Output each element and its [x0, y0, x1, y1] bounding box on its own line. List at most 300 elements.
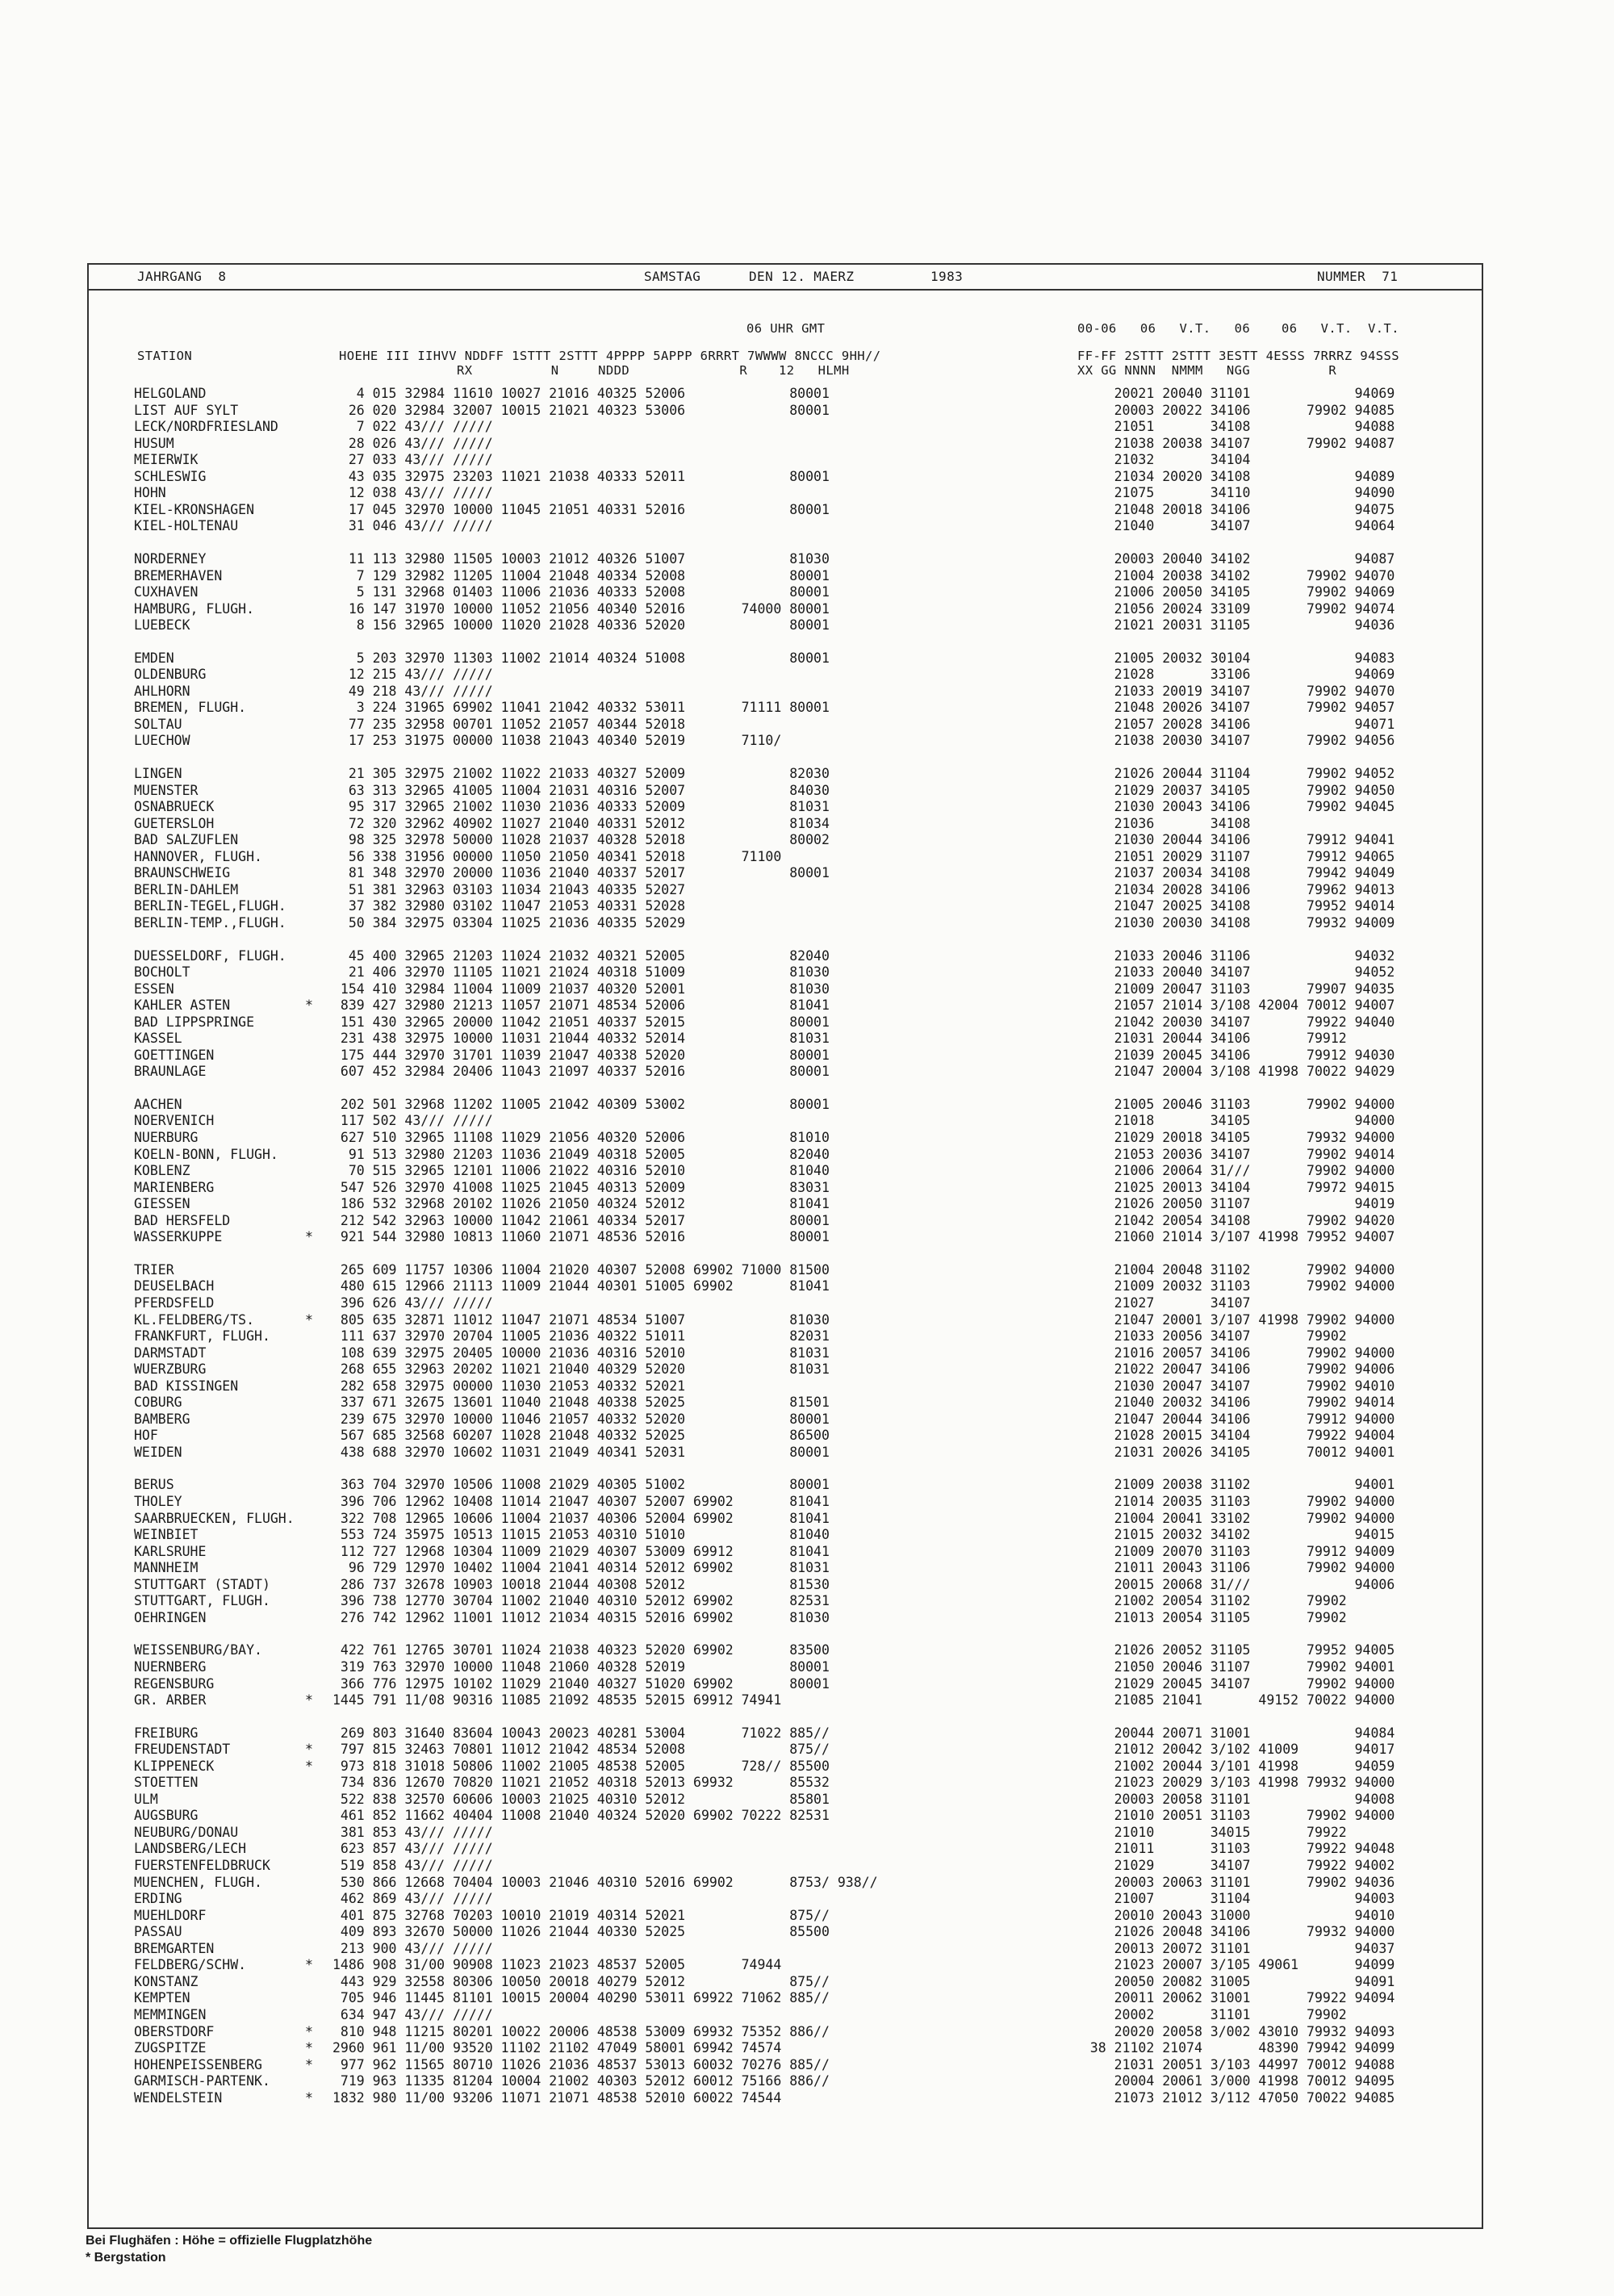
mountain-station-marker: * [305, 2056, 313, 2072]
extra-values: 21010 20051 31103 79902 94000 [1066, 1808, 1395, 1824]
station-name: KEMPTEN [134, 1990, 190, 2006]
extra-values: 21033 20056 34107 79902 [1066, 1328, 1347, 1345]
extra-values: 21060 21014 3/107 41998 79952 94007 [1066, 1229, 1395, 1245]
synop-values: 12 038 43/// ///// [332, 485, 493, 501]
extra-values: 21011 31103 79922 94048 [1066, 1841, 1395, 1857]
station-name: BAMBERG [134, 1411, 190, 1427]
synop-values: 112 727 12968 10304 11009 21029 40307 53009 69912 81041 [332, 1543, 830, 1559]
synop-values: 11 113 32980 11505 10003 21012 40326 51007 81030 [332, 550, 830, 567]
station-name: GUETERSLOH [134, 815, 215, 831]
extra-values: 21004 20041 33102 79902 94000 [1066, 1510, 1395, 1526]
extra-values: 21006 20064 31/// 79902 94000 [1066, 1163, 1395, 1179]
extra-values: 21015 20032 34102 94015 [1066, 1527, 1395, 1543]
station-name: NORDERNEY [134, 550, 207, 567]
synop-values: 443 929 32558 80306 10050 20018 40279 52012 875// [332, 1973, 830, 1989]
station-name: BERLIN-TEGEL,FLUGH. [134, 898, 286, 914]
station-name: KOBLENZ [134, 1163, 190, 1179]
synop-values: 21 305 32975 21002 11022 21033 40327 52009 82030 [332, 766, 830, 781]
synop-values: 396 626 43/// ///// [332, 1294, 493, 1311]
synop-values: 95 317 32965 21002 11030 21036 40333 52009 81031 [332, 799, 830, 815]
synop-values: 21 406 32970 11105 11021 21024 40318 51009 81030 [332, 964, 830, 981]
station-name: BERLIN-DAHLEM [134, 881, 239, 897]
station-name: PASSAU [134, 1924, 182, 1940]
synop-values: 51 381 32963 03103 11034 21043 40335 52027 [332, 881, 686, 897]
synop-values: 17 253 31975 00000 11038 21043 40340 52019 7110/ [332, 733, 782, 749]
station-name: BAD KISSINGEN [134, 1378, 239, 1394]
extra-values: 21050 20046 31107 79902 94001 [1066, 1658, 1395, 1675]
extra-values: 21057 20028 34106 94071 [1066, 716, 1395, 732]
extra-values: 21028 20015 34104 79922 94004 [1066, 1428, 1395, 1444]
synop-values: 12 215 43/// ///// [332, 667, 493, 683]
synop-values: 810 948 11215 80201 10022 20006 48538 53009 69932 75352 886// [332, 2023, 830, 2039]
station-column-header: STATION [137, 349, 193, 363]
extra-values: 20002 31101 79902 [1066, 2006, 1347, 2022]
synop-column-subheader: RX N NDDD R 12 HLMH [339, 363, 850, 378]
extra-values: 21029 20045 34107 79902 94000 [1066, 1675, 1395, 1692]
extra-values: 21026 20044 31104 79902 94052 [1066, 766, 1395, 781]
extra-values: 21026 20052 31105 79952 94005 [1066, 1642, 1395, 1658]
extra-values: 21042 20054 34108 79902 94020 [1066, 1212, 1395, 1228]
extra-values: 21025 20013 34104 79972 94015 [1066, 1179, 1395, 1195]
station-name: EMDEN [134, 650, 174, 666]
extra-values: 20050 20082 31005 94091 [1066, 1973, 1395, 1989]
station-name: WEIDEN [134, 1444, 182, 1460]
extra-values: 20021 20040 31101 94069 [1066, 386, 1395, 401]
extra-values: 21030 20044 34106 79912 94041 [1066, 832, 1395, 848]
weekday-label: SAMSTAG [644, 269, 701, 284]
synop-values: 43 035 32975 23203 11021 21038 40333 52011 80001 [332, 468, 830, 484]
extra-values: 21031 20051 3/103 44997 70012 94088 [1066, 2056, 1395, 2072]
station-name: STUTTGART (STADT) [134, 1576, 270, 1592]
extra-values: 21009 20047 31103 79907 94035 [1066, 981, 1395, 997]
station-name: REGENSBURG [134, 1675, 215, 1692]
synop-values: 1486 908 31/00 90908 11023 21023 48537 52005 74944 [332, 1957, 782, 1973]
synop-values: 154 410 32984 11004 11009 21037 40320 52001 81030 [332, 981, 830, 997]
synop-values: 212 542 32963 10000 11042 21061 40334 52017 80001 [332, 1212, 830, 1228]
synop-values: 1445 791 11/08 90316 11085 21092 48535 52015 69912 74941 [332, 1692, 782, 1708]
station-name: FUERSTENFELDBRUCK [134, 1858, 270, 1873]
station-name: LECK/NORDFRIESLAND [134, 419, 278, 435]
extra-values: 21038 20038 34107 79902 94087 [1066, 435, 1395, 451]
station-name: MANNHEIM [134, 1560, 199, 1576]
extra-values: 21033 20046 31106 94032 [1066, 947, 1395, 964]
synop-values: 627 510 32965 11108 11029 21056 40320 52006 81010 [332, 1130, 830, 1145]
synop-values: 56 338 31956 00000 11050 21050 40341 52018 71100 [332, 848, 782, 864]
station-name: LUEBECK [134, 617, 190, 634]
mountain-station-marker: * [305, 2040, 313, 2056]
extra-values: 38 21102 21074 48390 79942 94099 [1066, 2040, 1395, 2056]
station-name: BOCHOLT [134, 964, 190, 981]
synop-values: 16 147 31970 10000 11052 21056 40340 52016 74000 80001 [332, 600, 830, 617]
station-name: HUSUM [134, 435, 174, 451]
synop-values: 319 763 32970 10000 11048 21060 40328 52019 80001 [332, 1658, 830, 1675]
station-name: AACHEN [134, 1096, 182, 1112]
synop-values: 50 384 32975 03304 11025 21036 40335 52029 [332, 914, 686, 931]
mountain-station-marker: * [305, 1742, 313, 1758]
station-name: DUESSELDORF, FLUGH. [134, 947, 286, 964]
extra-values: 21002 20054 31102 79902 [1066, 1593, 1347, 1609]
station-name: MEIERWIK [134, 452, 199, 468]
extra-values: 21007 31104 94003 [1066, 1891, 1395, 1907]
station-name: LIST AUF SYLT [134, 402, 239, 418]
station-name: BERLIN-TEMP.,FLUGH. [134, 914, 286, 931]
station-name: KL.FELDBERG/TS. [134, 1311, 255, 1328]
synop-values: 547 526 32970 41008 11025 21045 40313 52009 83031 [332, 1179, 830, 1195]
synop-values: 37 382 32980 03102 11047 21053 40331 52028 [332, 898, 686, 914]
synop-values: 797 815 32463 70801 11012 21042 48534 52008 875// [332, 1742, 830, 1758]
station-name: HOHENPEISSENBERG [134, 2056, 262, 2072]
mountain-station-marker: * [305, 1229, 313, 1245]
observation-time-label: 06 UHR GMT [746, 321, 826, 336]
synop-values: 7 129 32982 11205 11004 21048 40334 52008 80001 [332, 567, 830, 583]
extra-values: 21029 20018 34105 79932 94000 [1066, 1130, 1395, 1145]
station-name: WEINBIET [134, 1527, 199, 1543]
synop-values: 461 852 11662 40404 11008 21040 40324 52020 69902 70222 82531 [332, 1808, 830, 1824]
station-name: KIEL-KRONSHAGEN [134, 501, 255, 517]
synop-values: 719 963 11335 81204 10004 21002 40303 52012 60012 75166 886// [332, 2073, 830, 2089]
station-name: FELDBERG/SCHW. [134, 1957, 247, 1973]
synop-values: 2960 961 11/00 93520 11102 21102 47049 58001 69942 74574 [332, 2040, 782, 2056]
synop-values: 31 046 43/// ///// [332, 518, 493, 534]
extra-values: 21033 20040 34107 94052 [1066, 964, 1395, 981]
header-bar [89, 265, 1482, 291]
extra-values: 21031 20044 34106 79912 [1066, 1031, 1347, 1047]
synop-column-header: HOEHE III IIHVV NDDFF 1STTT 2STTT 4PPPP 5APPP 6RRRT 7WWWW 8NCCC 9HH// [339, 349, 881, 363]
extra-values: 21030 20043 34106 79902 94045 [1066, 799, 1395, 815]
extra-values: 21031 20026 34105 70012 94001 [1066, 1444, 1395, 1460]
synop-values: 26 020 32984 32007 10015 21021 40323 53006 80001 [332, 402, 830, 418]
station-name: SAARBRUECKEN, FLUGH. [134, 1510, 295, 1526]
extra-values: 21040 20032 34106 79902 94014 [1066, 1395, 1395, 1411]
station-name: LINGEN [134, 766, 182, 781]
extra-values: 21037 20034 34108 79942 94049 [1066, 865, 1395, 881]
year-label: 1983 [930, 269, 964, 284]
synop-values: 5 131 32968 01403 11006 21036 40333 52008 80001 [332, 584, 830, 600]
synop-values: 202 501 32968 11202 11005 21042 40309 53002 80001 [332, 1096, 830, 1112]
synop-values: 3 224 31965 69902 11041 21042 40332 53011 71111 80001 [332, 700, 830, 716]
synop-values: 973 818 31018 50806 11002 21005 48538 52005 728// 85500 [332, 1758, 830, 1774]
station-name: DEUSELBACH [134, 1278, 215, 1294]
station-name: ZUGSPITZE [134, 2040, 207, 2056]
extra-values: 20013 20072 31101 94037 [1066, 1940, 1395, 1956]
synop-values: 28 026 43/// ///// [332, 435, 493, 451]
extra-values: 21014 20035 31103 79902 94000 [1066, 1494, 1395, 1509]
extra-values: 21047 20025 34108 79952 94014 [1066, 898, 1395, 914]
extra-values: 21004 20048 31102 79902 94000 [1066, 1261, 1395, 1278]
synop-values: 401 875 32768 70203 10010 21019 40314 52021 875// [332, 1907, 830, 1923]
synop-values: 282 658 32975 00000 11030 21053 40332 52021 [332, 1378, 686, 1394]
station-name: AHLHORN [134, 683, 190, 699]
extra-values: 21009 20032 31103 79902 94000 [1066, 1278, 1395, 1294]
synop-values: 705 946 11445 81101 10015 20004 40290 53011 69922 71062 885// [332, 1990, 830, 2006]
extra-column-subheader: XX GG NNNN NMMM NGG R [1077, 363, 1337, 378]
extra-values: 21026 20050 31107 94019 [1066, 1196, 1395, 1212]
station-name: THOLEY [134, 1494, 182, 1509]
extra-values: 21022 20047 34106 79902 94006 [1066, 1361, 1395, 1378]
synop-values: 480 615 12966 21113 11009 21044 40301 51005 69902 81041 [332, 1278, 830, 1294]
station-name: KLIPPENECK [134, 1758, 215, 1774]
station-name: COBURG [134, 1395, 182, 1411]
synop-values: 117 502 43/// ///// [332, 1113, 493, 1129]
extra-values: 21023 20029 3/103 41998 79932 94000 [1066, 1775, 1395, 1791]
extra-values: 20015 20068 31/// 94006 [1066, 1576, 1395, 1592]
extra-values: 21027 34107 [1066, 1294, 1251, 1311]
synop-values: 409 893 32670 50000 11026 21044 40330 52025 85500 [332, 1924, 830, 1940]
station-name: TRIER [134, 1261, 174, 1278]
extra-values: 21030 20047 34107 79902 94010 [1066, 1378, 1395, 1394]
report-sheet [87, 263, 1483, 2229]
station-name: OEHRINGEN [134, 1609, 207, 1625]
station-name: BAD LIPPSPRINGE [134, 1014, 255, 1030]
date-label: DEN 12. MAERZ [749, 269, 855, 284]
synop-values: 623 857 43/// ///// [332, 1841, 493, 1857]
extra-values: 21005 20046 31103 79902 94000 [1066, 1096, 1395, 1112]
station-name: GR. ARBER [134, 1692, 207, 1708]
station-name: MEMMINGEN [134, 2006, 207, 2022]
synop-values: 734 836 12670 70820 11021 21052 40318 52013 69932 85532 [332, 1775, 830, 1791]
station-name: KONSTANZ [134, 1973, 199, 1989]
synop-values: 553 724 35975 10513 11015 21053 40310 51010 81040 [332, 1527, 830, 1543]
station-name: LANDSBERG/LECH [134, 1841, 247, 1857]
extra-values: 21026 20048 34106 79932 94000 [1066, 1924, 1395, 1940]
synop-values: 91 513 32980 21203 11036 21049 40318 52005 82040 [332, 1146, 830, 1162]
extra-values: 21021 20031 31105 94036 [1066, 617, 1395, 634]
synop-values: 269 803 31640 83604 10043 20023 40281 53004 71022 885// [332, 1725, 830, 1741]
synop-values: 265 609 11757 10306 11004 21020 40307 52008 69902 71000 81500 [332, 1261, 830, 1278]
synop-values: 96 729 12970 10402 11004 21041 40314 52012 69902 81031 [332, 1560, 830, 1576]
extra-values: 21005 20032 30104 94083 [1066, 650, 1395, 666]
station-name: HOHN [134, 485, 166, 501]
station-name: BREMGARTEN [134, 1940, 215, 1956]
right-column-period-header: 00-06 06 V.T. 06 06 V.T. V.T. [1077, 321, 1400, 336]
extra-values: 21034 20020 34108 94089 [1066, 468, 1395, 484]
extra-values: 21073 21012 3/112 47050 70022 94085 [1066, 2089, 1395, 2106]
synop-values: 363 704 32970 10506 11008 21029 40305 51002 80001 [332, 1477, 830, 1493]
extra-values: 21004 20038 34102 79902 94070 [1066, 567, 1395, 583]
station-name: OSNABRUECK [134, 799, 215, 815]
extra-values: 20003 20022 34106 79902 94085 [1066, 402, 1395, 418]
station-name: WENDELSTEIN [134, 2089, 223, 2106]
station-name: HOF [134, 1428, 158, 1444]
station-name: NEUBURG/DONAU [134, 1824, 239, 1840]
synop-values: 396 738 12770 30704 11002 21040 40310 52012 69902 82531 [332, 1593, 830, 1609]
synop-values: 337 671 32675 13601 11040 21048 40338 52025 81501 [332, 1395, 830, 1411]
extra-values: 20010 20043 31000 94010 [1066, 1907, 1395, 1923]
station-name: MARIENBERG [134, 1179, 215, 1195]
station-name: FREIBURG [134, 1725, 199, 1741]
extra-values: 20003 20058 31101 94008 [1066, 1791, 1395, 1807]
station-name: STUTTGART, FLUGH. [134, 1593, 270, 1609]
synop-values: 186 532 32968 20102 11026 21050 40324 52012 81041 [332, 1196, 830, 1212]
mountain-station-marker: * [305, 2089, 313, 2106]
station-name: BRAUNLAGE [134, 1064, 207, 1080]
extra-values: 21085 21041 49152 70022 94000 [1066, 1692, 1395, 1708]
extra-values: 21051 34108 94088 [1066, 419, 1395, 435]
station-name: KARLSRUHE [134, 1543, 207, 1559]
station-name: NUERBURG [134, 1130, 199, 1145]
station-name: LUECHOW [134, 733, 190, 749]
extra-values: 21009 20070 31103 79912 94009 [1066, 1543, 1395, 1559]
mountain-station-marker: * [305, 1311, 313, 1328]
extra-values: 21042 20030 34107 79922 94040 [1066, 1014, 1395, 1030]
extra-values: 21030 20030 34108 79932 94009 [1066, 914, 1395, 931]
synop-values: 17 045 32970 10000 11045 21051 40331 52016 80001 [332, 501, 830, 517]
synop-values: 381 853 43/// ///// [332, 1824, 493, 1840]
station-name: MUEHLDORF [134, 1907, 207, 1923]
extra-values: 21047 20044 34106 79912 94000 [1066, 1411, 1395, 1427]
station-name: HELGOLAND [134, 386, 207, 401]
synop-values: 8 156 32965 10000 11020 21028 40336 52020 80001 [332, 617, 830, 634]
extra-values: 21029 34107 79922 94002 [1066, 1858, 1395, 1873]
extra-values: 21018 34105 94000 [1066, 1113, 1395, 1129]
station-name: HAMBURG, FLUGH. [134, 600, 255, 617]
extra-values: 20011 20062 31001 79922 94094 [1066, 1990, 1395, 2006]
extra-values: 21012 20042 3/102 41009 94017 [1066, 1742, 1395, 1758]
station-name: GARMISCH-PARTENK. [134, 2073, 270, 2089]
synop-values: 239 675 32970 10000 11046 21057 40332 52020 80001 [332, 1411, 830, 1427]
station-name: STOETTEN [134, 1775, 199, 1791]
extra-values: 21048 20026 34107 79902 94057 [1066, 700, 1395, 716]
synop-values: 522 838 32570 60606 10003 21025 40310 52012 85801 [332, 1791, 830, 1807]
station-name: FRANKFURT, FLUGH. [134, 1328, 270, 1345]
station-name: ULM [134, 1791, 158, 1807]
station-name: MUENSTER [134, 782, 199, 798]
synop-values: 567 685 32568 60207 11028 21048 40332 52025 86500 [332, 1428, 830, 1444]
extra-values: 21002 20044 3/101 41998 94059 [1066, 1758, 1395, 1774]
station-name: GIESSEN [134, 1196, 190, 1212]
extra-values: 21029 20037 34105 79902 94050 [1066, 782, 1395, 798]
mountain-station-marker: * [305, 1957, 313, 1973]
extra-values: 21016 20057 34106 79902 94000 [1066, 1345, 1395, 1361]
synop-values: 63 313 32965 41005 11004 21031 40316 52007 84030 [332, 782, 830, 798]
station-name: ERDING [134, 1891, 182, 1907]
extra-values: 21048 20018 34106 94075 [1066, 501, 1395, 517]
mountain-station-marker: * [305, 1758, 313, 1774]
station-name: BREMEN, FLUGH. [134, 700, 247, 716]
extra-values: 21051 20029 31107 79912 94065 [1066, 848, 1395, 864]
extra-values: 21010 34015 79922 [1066, 1824, 1347, 1840]
synop-values: 276 742 12962 11001 11012 21034 40315 52016 69902 81030 [332, 1609, 830, 1625]
extra-values: 21047 20004 3/108 41998 70022 94029 [1066, 1064, 1395, 1080]
extra-values: 21036 34108 [1066, 815, 1251, 831]
extra-values: 21057 21014 3/108 42004 70012 94007 [1066, 997, 1395, 1014]
synop-values: 530 866 12668 70404 10003 21046 40310 52016 69902 8753/ 938// [332, 1874, 878, 1890]
synop-values: 151 430 32965 20000 11042 21051 40337 52015 80001 [332, 1014, 830, 1030]
synop-values: 1832 980 11/00 93206 11071 21071 48538 52010 60022 74544 [332, 2089, 782, 2106]
synop-values: 70 515 32965 12101 11006 21022 40316 52010 81040 [332, 1163, 830, 1179]
synop-values: 839 427 32980 21213 11057 21071 48534 52006 81041 [332, 997, 830, 1014]
synop-values: 438 688 32970 10602 11031 21049 40341 52031 80001 [332, 1444, 830, 1460]
synop-values: 977 962 11565 80710 11026 21036 48537 53013 60032 70276 885// [332, 2056, 830, 2072]
station-name: FREUDENSTADT [134, 1742, 231, 1758]
synop-values: 4 015 32984 11610 10027 21016 40325 52006 80001 [332, 386, 830, 401]
station-name: BAD HERSFELD [134, 1212, 231, 1228]
extra-values: 20044 20071 31001 94084 [1066, 1725, 1395, 1741]
extra-values: 20020 20058 3/002 43010 79932 94093 [1066, 2023, 1395, 2039]
extra-values: 21011 20043 31106 79902 94000 [1066, 1560, 1395, 1576]
extra-values: 21009 20038 31102 94001 [1066, 1477, 1395, 1493]
station-name: AUGSBURG [134, 1808, 199, 1824]
synop-values: 396 706 12962 10408 11014 21047 40307 52007 69902 81041 [332, 1494, 830, 1509]
issue-number-label: NUMMER 71 [1317, 269, 1399, 284]
synop-values: 286 737 32678 10903 10018 21044 40308 52012 81530 [332, 1576, 830, 1592]
station-name: KAHLER ASTEN [134, 997, 231, 1014]
extra-values: 21047 20001 3/107 41998 79902 94000 [1066, 1311, 1395, 1328]
synop-values: 322 708 12965 10606 11004 21037 40306 52004 69902 81041 [332, 1510, 830, 1526]
station-name: BREMERHAVEN [134, 567, 223, 583]
synop-values: 111 637 32970 20704 11005 21036 40322 51011 82031 [332, 1328, 830, 1345]
extra-values: 21053 20036 34107 79902 94014 [1066, 1146, 1395, 1162]
synop-values: 422 761 12765 30701 11024 21038 40323 52020 69902 83500 [332, 1642, 830, 1658]
station-name: KASSEL [134, 1031, 182, 1047]
extra-values: 21028 33106 94069 [1066, 667, 1395, 683]
synop-values: 519 858 43/// ///// [332, 1858, 493, 1873]
station-name: ESSEN [134, 981, 174, 997]
synop-values: 805 635 32871 11012 11047 21071 48534 51007 81030 [332, 1311, 830, 1328]
station-name: GOETTINGEN [134, 1047, 215, 1063]
station-name: NUERNBERG [134, 1658, 207, 1675]
synop-values: 49 218 43/// ///// [332, 683, 493, 699]
synop-values: 921 544 32980 10813 11060 21071 48536 52016 80001 [332, 1229, 830, 1245]
extra-values: 21075 34110 94090 [1066, 485, 1395, 501]
extra-values: 21034 20028 34106 79962 94013 [1066, 881, 1395, 897]
station-name: MUENCHEN, FLUGH. [134, 1874, 262, 1890]
station-name: KOELN-BONN, FLUGH. [134, 1146, 278, 1162]
synop-values: 45 400 32965 21203 11024 21032 40321 52005 82040 [332, 947, 830, 964]
synop-values: 231 438 32975 10000 11031 21044 40332 52014 81031 [332, 1031, 830, 1047]
extra-values: 21006 20050 34105 79902 94069 [1066, 584, 1395, 600]
extra-values: 20004 20061 3/000 41998 70012 94095 [1066, 2073, 1395, 2089]
extra-values: 21023 20007 3/105 49061 94099 [1066, 1957, 1395, 1973]
station-name: WEISSENBURG/BAY. [134, 1642, 262, 1658]
synop-values: 213 900 43/// ///// [332, 1940, 493, 1956]
footnote-airports: Bei Flughäfen : Höhe = offizielle Flugplatzhöhe [86, 2234, 373, 2248]
extra-values: 21038 20030 34107 79902 94056 [1066, 733, 1395, 749]
extra-values: 21013 20054 31105 79902 [1066, 1609, 1347, 1625]
station-name: SOLTAU [134, 716, 182, 732]
footnote-mountain-station: * Bergstation [86, 2251, 166, 2265]
extra-values: 20003 20040 34102 94087 [1066, 550, 1395, 567]
synop-values: 366 776 12975 10102 11029 21040 40327 51020 69902 80001 [332, 1675, 830, 1692]
synop-values: 108 639 32975 20405 10000 21036 40316 52010 81031 [332, 1345, 830, 1361]
station-name: DARMSTADT [134, 1345, 207, 1361]
station-name: CUXHAVEN [134, 584, 199, 600]
station-name: BAD SALZUFLEN [134, 832, 239, 848]
synop-values: 634 947 43/// ///// [332, 2006, 493, 2022]
synop-values: 77 235 32958 00701 11052 21057 40344 52018 [332, 716, 686, 732]
extra-values: 20003 20063 31101 79902 94036 [1066, 1874, 1395, 1890]
station-name: OBERSTDORF [134, 2023, 215, 2039]
station-name: BRAUNSCHWEIG [134, 865, 231, 881]
extra-values: 21056 20024 33109 79902 94074 [1066, 600, 1395, 617]
station-name: PFERDSFELD [134, 1294, 215, 1311]
synop-values: 72 320 32962 40902 11027 21040 40331 52012 81034 [332, 815, 830, 831]
synop-values: 175 444 32970 31701 11039 21047 40338 52020 80001 [332, 1047, 830, 1063]
extra-values: 21033 20019 34107 79902 94070 [1066, 683, 1395, 699]
synop-values: 98 325 32978 50000 11028 21037 40328 52018 80002 [332, 832, 830, 848]
synop-values: 607 452 32984 20406 11043 21097 40337 52016 80001 [332, 1064, 830, 1080]
jahrgang-label: JAHRGANG 8 [137, 269, 227, 284]
extra-values: 21040 34107 94064 [1066, 518, 1395, 534]
synop-values: 462 869 43/// ///// [332, 1891, 493, 1907]
station-name: NOERVENICH [134, 1113, 215, 1129]
synop-values: 268 655 32963 20202 11021 21040 40329 52020 81031 [332, 1361, 830, 1378]
synop-values: 5 203 32970 11303 11002 21014 40324 51008 80001 [332, 650, 830, 666]
mountain-station-marker: * [305, 1692, 313, 1708]
station-name: KIEL-HOLTENAU [134, 518, 239, 534]
extra-column-header: FF-FF 2STTT 2STTT 3ESTT 4ESSS 7RRRZ 94SSS [1077, 349, 1400, 363]
mountain-station-marker: * [305, 2023, 313, 2039]
